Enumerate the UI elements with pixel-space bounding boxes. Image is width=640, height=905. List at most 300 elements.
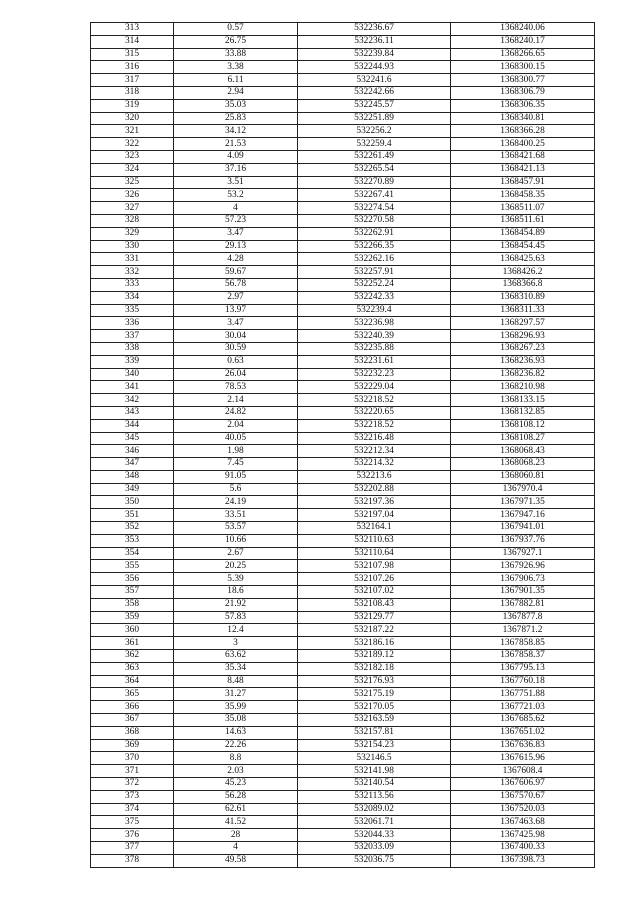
- segment-length-cell: 5.39: [174, 573, 298, 586]
- y-coordinate-cell: 1368266.65: [451, 48, 595, 61]
- y-coordinate-cell: 1367926.96: [451, 560, 595, 573]
- table-row: [91, 624, 595, 637]
- y-coordinate-cell: 1368068.23: [451, 458, 595, 471]
- table-row: [91, 675, 595, 688]
- point-number-cell: 354: [91, 547, 174, 560]
- segment-length-cell: 4.28: [174, 253, 298, 266]
- point-number-cell: 343: [91, 406, 174, 419]
- table-row: [91, 586, 595, 599]
- segment-length-cell: 3.38: [174, 61, 298, 74]
- table-row: [91, 765, 595, 778]
- y-coordinate-cell: 1367608.4: [451, 765, 595, 778]
- x-coordinate-cell: 532197.04: [298, 509, 451, 522]
- segment-length-cell: 24.19: [174, 496, 298, 509]
- y-coordinate-cell: 1367927.1: [451, 547, 595, 560]
- x-coordinate-cell: 532232.23: [298, 368, 451, 381]
- y-coordinate-cell: 1368457.91: [451, 176, 595, 189]
- point-number-cell: 331: [91, 253, 174, 266]
- table-row: [91, 214, 595, 227]
- point-number-cell: 358: [91, 598, 174, 611]
- segment-length-cell: 49.58: [174, 854, 298, 867]
- segment-length-cell: 13.97: [174, 304, 298, 317]
- table-row: [91, 35, 595, 48]
- point-number-cell: 314: [91, 35, 174, 48]
- x-coordinate-cell: 532197.36: [298, 496, 451, 509]
- segment-length-cell: 12.4: [174, 624, 298, 637]
- coordinate-table-body: [91, 23, 595, 868]
- table-row: [91, 752, 595, 765]
- x-coordinate-cell: 532267.41: [298, 189, 451, 202]
- x-coordinate-cell: 532229.04: [298, 381, 451, 394]
- segment-length-cell: 2.14: [174, 394, 298, 407]
- point-number-cell: 340: [91, 368, 174, 381]
- table-row: [91, 509, 595, 522]
- point-number-cell: 337: [91, 330, 174, 343]
- y-coordinate-cell: 1368306.79: [451, 86, 595, 99]
- x-coordinate-cell: 532061.71: [298, 816, 451, 829]
- x-coordinate-cell: 532239.4: [298, 304, 451, 317]
- segment-length-cell: 1.98: [174, 445, 298, 458]
- x-coordinate-cell: 532213.6: [298, 470, 451, 483]
- segment-length-cell: 53.2: [174, 189, 298, 202]
- x-coordinate-cell: 532231.61: [298, 355, 451, 368]
- y-coordinate-cell: 1367970.4: [451, 483, 595, 496]
- y-coordinate-cell: 1368267.23: [451, 342, 595, 355]
- point-number-cell: 368: [91, 726, 174, 739]
- segment-length-cell: 35.99: [174, 701, 298, 714]
- x-coordinate-cell: 532044.33: [298, 829, 451, 842]
- y-coordinate-cell: 1368210.98: [451, 381, 595, 394]
- x-coordinate-cell: 532218.52: [298, 394, 451, 407]
- point-number-cell: 352: [91, 522, 174, 535]
- table-row: [91, 778, 595, 791]
- point-number-cell: 322: [91, 138, 174, 151]
- point-number-cell: 365: [91, 688, 174, 701]
- y-coordinate-cell: 1367871.2: [451, 624, 595, 637]
- segment-length-cell: 30.04: [174, 330, 298, 343]
- y-coordinate-cell: 1367906.73: [451, 573, 595, 586]
- segment-length-cell: 35.34: [174, 662, 298, 675]
- x-coordinate-cell: 532033.09: [298, 842, 451, 855]
- point-number-cell: 324: [91, 163, 174, 176]
- segment-length-cell: 34.12: [174, 125, 298, 138]
- table-row: [91, 573, 595, 586]
- table-row: [91, 496, 595, 509]
- segment-length-cell: 33.88: [174, 48, 298, 61]
- segment-length-cell: 3.47: [174, 317, 298, 330]
- point-number-cell: 323: [91, 150, 174, 163]
- x-coordinate-cell: 532140.54: [298, 778, 451, 791]
- x-coordinate-cell: 532220.65: [298, 406, 451, 419]
- y-coordinate-cell: 1368108.27: [451, 432, 595, 445]
- point-number-cell: 318: [91, 86, 174, 99]
- x-coordinate-cell: 532236.67: [298, 23, 451, 36]
- table-row: [91, 138, 595, 151]
- y-coordinate-cell: 1367751.88: [451, 688, 595, 701]
- segment-length-cell: 18.6: [174, 586, 298, 599]
- segment-length-cell: 4: [174, 202, 298, 215]
- x-coordinate-cell: 532242.66: [298, 86, 451, 99]
- y-coordinate-cell: 1367947.16: [451, 509, 595, 522]
- table-row: [91, 726, 595, 739]
- point-number-cell: 348: [91, 470, 174, 483]
- segment-length-cell: 78.53: [174, 381, 298, 394]
- document-page: [90, 22, 594, 868]
- segment-length-cell: 8.8: [174, 752, 298, 765]
- table-row: [91, 816, 595, 829]
- segment-length-cell: 26.04: [174, 368, 298, 381]
- y-coordinate-cell: 1367425.98: [451, 829, 595, 842]
- table-row: [91, 637, 595, 650]
- segment-length-cell: 4.09: [174, 150, 298, 163]
- point-number-cell: 362: [91, 650, 174, 663]
- table-row: [91, 483, 595, 496]
- segment-length-cell: 3.51: [174, 176, 298, 189]
- y-coordinate-cell: 1367520.03: [451, 803, 595, 816]
- y-coordinate-cell: 1367760.18: [451, 675, 595, 688]
- table-row: [91, 176, 595, 189]
- segment-length-cell: 5.6: [174, 483, 298, 496]
- x-coordinate-cell: 532236.98: [298, 317, 451, 330]
- y-coordinate-cell: 1368300.77: [451, 74, 595, 87]
- y-coordinate-cell: 1368236.93: [451, 355, 595, 368]
- x-coordinate-cell: 532163.59: [298, 714, 451, 727]
- table-row: [91, 368, 595, 381]
- point-number-cell: 334: [91, 291, 174, 304]
- point-number-cell: 361: [91, 637, 174, 650]
- point-number-cell: 355: [91, 560, 174, 573]
- table-row: [91, 381, 595, 394]
- segment-length-cell: 37.16: [174, 163, 298, 176]
- x-coordinate-cell: 532257.91: [298, 266, 451, 279]
- point-number-cell: 370: [91, 752, 174, 765]
- point-number-cell: 332: [91, 266, 174, 279]
- x-coordinate-cell: 532252.24: [298, 278, 451, 291]
- y-coordinate-cell: 1368421.13: [451, 163, 595, 176]
- point-number-cell: 316: [91, 61, 174, 74]
- x-coordinate-cell: 532235.88: [298, 342, 451, 355]
- point-number-cell: 325: [91, 176, 174, 189]
- point-number-cell: 344: [91, 419, 174, 432]
- x-coordinate-cell: 532261.49: [298, 150, 451, 163]
- y-coordinate-cell: 1368340.81: [451, 112, 595, 125]
- segment-length-cell: 62.61: [174, 803, 298, 816]
- x-coordinate-cell: 532270.89: [298, 176, 451, 189]
- segment-length-cell: 31.27: [174, 688, 298, 701]
- y-coordinate-cell: 1367901.35: [451, 586, 595, 599]
- table-row: [91, 23, 595, 36]
- x-coordinate-cell: 532107.02: [298, 586, 451, 599]
- segment-length-cell: 26.75: [174, 35, 298, 48]
- y-coordinate-cell: 1368311.33: [451, 304, 595, 317]
- point-number-cell: 371: [91, 765, 174, 778]
- x-coordinate-cell: 532241.6: [298, 74, 451, 87]
- table-row: [91, 125, 595, 138]
- x-coordinate-cell: 532244.93: [298, 61, 451, 74]
- table-row: [91, 854, 595, 867]
- point-number-cell: 330: [91, 240, 174, 253]
- x-coordinate-cell: 532270.58: [298, 214, 451, 227]
- table-row: [91, 266, 595, 279]
- segment-length-cell: 28: [174, 829, 298, 842]
- point-number-cell: 353: [91, 534, 174, 547]
- table-row: [91, 394, 595, 407]
- x-coordinate-cell: 532251.89: [298, 112, 451, 125]
- y-coordinate-cell: 1368108.12: [451, 419, 595, 432]
- y-coordinate-cell: 1368366.8: [451, 278, 595, 291]
- table-row: [91, 470, 595, 483]
- point-number-cell: 328: [91, 214, 174, 227]
- table-row: [91, 688, 595, 701]
- point-number-cell: 327: [91, 202, 174, 215]
- x-coordinate-cell: 532202.88: [298, 483, 451, 496]
- segment-length-cell: 24.82: [174, 406, 298, 419]
- point-number-cell: 339: [91, 355, 174, 368]
- segment-length-cell: 7.45: [174, 458, 298, 471]
- y-coordinate-cell: 1367400.33: [451, 842, 595, 855]
- table-row: [91, 714, 595, 727]
- table-row: [91, 445, 595, 458]
- point-number-cell: 375: [91, 816, 174, 829]
- x-coordinate-cell: 532036.75: [298, 854, 451, 867]
- segment-length-cell: 33.51: [174, 509, 298, 522]
- y-coordinate-cell: 1368454.89: [451, 227, 595, 240]
- x-coordinate-cell: 532110.64: [298, 547, 451, 560]
- table-row: [91, 829, 595, 842]
- y-coordinate-cell: 1367685.62: [451, 714, 595, 727]
- y-coordinate-cell: 1367570.67: [451, 790, 595, 803]
- x-coordinate-cell: 532186.16: [298, 637, 451, 650]
- y-coordinate-cell: 1367941.01: [451, 522, 595, 535]
- x-coordinate-cell: 532236.11: [298, 35, 451, 48]
- segment-length-cell: 0.57: [174, 23, 298, 36]
- table-row: [91, 790, 595, 803]
- x-coordinate-cell: 532175.19: [298, 688, 451, 701]
- y-coordinate-cell: 1367651.02: [451, 726, 595, 739]
- table-row: [91, 419, 595, 432]
- x-coordinate-cell: 532256.2: [298, 125, 451, 138]
- table-row: [91, 803, 595, 816]
- y-coordinate-cell: 1368458.35: [451, 189, 595, 202]
- y-coordinate-cell: 1367971.35: [451, 496, 595, 509]
- point-number-cell: 317: [91, 74, 174, 87]
- y-coordinate-cell: 1368132.85: [451, 406, 595, 419]
- point-number-cell: 363: [91, 662, 174, 675]
- x-coordinate-cell: 532262.91: [298, 227, 451, 240]
- segment-length-cell: 29.13: [174, 240, 298, 253]
- table-row: [91, 240, 595, 253]
- segment-length-cell: 6.11: [174, 74, 298, 87]
- point-number-cell: 369: [91, 739, 174, 752]
- table-row: [91, 330, 595, 343]
- table-row: [91, 112, 595, 125]
- x-coordinate-cell: 532259.4: [298, 138, 451, 151]
- y-coordinate-cell: 1368133.15: [451, 394, 595, 407]
- table-row: [91, 560, 595, 573]
- y-coordinate-cell: 1367877.8: [451, 611, 595, 624]
- y-coordinate-cell: 1367636.83: [451, 739, 595, 752]
- point-number-cell: 373: [91, 790, 174, 803]
- table-row: [91, 189, 595, 202]
- x-coordinate-cell: 532110.63: [298, 534, 451, 547]
- segment-length-cell: 57.23: [174, 214, 298, 227]
- segment-length-cell: 8.48: [174, 675, 298, 688]
- y-coordinate-cell: 1367615.96: [451, 752, 595, 765]
- table-row: [91, 150, 595, 163]
- segment-length-cell: 53.57: [174, 522, 298, 535]
- point-number-cell: 347: [91, 458, 174, 471]
- table-row: [91, 86, 595, 99]
- segment-length-cell: 40.05: [174, 432, 298, 445]
- coordinate-table: [90, 22, 595, 868]
- x-coordinate-cell: 532265.54: [298, 163, 451, 176]
- table-row: [91, 99, 595, 112]
- y-coordinate-cell: 1367721.03: [451, 701, 595, 714]
- segment-length-cell: 63.62: [174, 650, 298, 663]
- point-number-cell: 315: [91, 48, 174, 61]
- x-coordinate-cell: 532107.26: [298, 573, 451, 586]
- y-coordinate-cell: 1368296.93: [451, 330, 595, 343]
- table-row: [91, 432, 595, 445]
- point-number-cell: 349: [91, 483, 174, 496]
- y-coordinate-cell: 1368240.06: [451, 23, 595, 36]
- point-number-cell: 360: [91, 624, 174, 637]
- table-row: [91, 227, 595, 240]
- point-number-cell: 374: [91, 803, 174, 816]
- table-row: [91, 74, 595, 87]
- table-row: [91, 278, 595, 291]
- table-row: [91, 739, 595, 752]
- table-row: [91, 202, 595, 215]
- point-number-cell: 364: [91, 675, 174, 688]
- segment-length-cell: 3.47: [174, 227, 298, 240]
- segment-length-cell: 2.04: [174, 419, 298, 432]
- y-coordinate-cell: 1368425.63: [451, 253, 595, 266]
- table-row: [91, 650, 595, 663]
- point-number-cell: 366: [91, 701, 174, 714]
- x-coordinate-cell: 532262.16: [298, 253, 451, 266]
- table-row: [91, 534, 595, 547]
- point-number-cell: 357: [91, 586, 174, 599]
- point-number-cell: 351: [91, 509, 174, 522]
- point-number-cell: 376: [91, 829, 174, 842]
- y-coordinate-cell: 1368306.35: [451, 99, 595, 112]
- y-coordinate-cell: 1368511.61: [451, 214, 595, 227]
- x-coordinate-cell: 532108.43: [298, 598, 451, 611]
- y-coordinate-cell: 1368400.25: [451, 138, 595, 151]
- segment-length-cell: 21.53: [174, 138, 298, 151]
- y-coordinate-cell: 1368300.15: [451, 61, 595, 74]
- table-row: [91, 611, 595, 624]
- y-coordinate-cell: 1368060.81: [451, 470, 595, 483]
- segment-length-cell: 57.83: [174, 611, 298, 624]
- y-coordinate-cell: 1367858.85: [451, 637, 595, 650]
- y-coordinate-cell: 1368310.89: [451, 291, 595, 304]
- x-coordinate-cell: 532218.52: [298, 419, 451, 432]
- x-coordinate-cell: 532164.1: [298, 522, 451, 535]
- y-coordinate-cell: 1368426.2: [451, 266, 595, 279]
- y-coordinate-cell: 1367858.37: [451, 650, 595, 663]
- table-row: [91, 547, 595, 560]
- y-coordinate-cell: 1368297.57: [451, 317, 595, 330]
- segment-length-cell: 0.63: [174, 355, 298, 368]
- segment-length-cell: 14.63: [174, 726, 298, 739]
- point-number-cell: 335: [91, 304, 174, 317]
- segment-length-cell: 2.94: [174, 86, 298, 99]
- segment-length-cell: 4: [174, 842, 298, 855]
- point-number-cell: 341: [91, 381, 174, 394]
- x-coordinate-cell: 532107.98: [298, 560, 451, 573]
- x-coordinate-cell: 532187.22: [298, 624, 451, 637]
- segment-length-cell: 35.03: [174, 99, 298, 112]
- y-coordinate-cell: 1367937.76: [451, 534, 595, 547]
- x-coordinate-cell: 532182.18: [298, 662, 451, 675]
- table-row: [91, 48, 595, 61]
- point-number-cell: 345: [91, 432, 174, 445]
- table-row: [91, 342, 595, 355]
- point-number-cell: 346: [91, 445, 174, 458]
- point-number-cell: 372: [91, 778, 174, 791]
- table-row: [91, 701, 595, 714]
- y-coordinate-cell: 1368511.07: [451, 202, 595, 215]
- y-coordinate-cell: 1368366.28: [451, 125, 595, 138]
- segment-length-cell: 25.83: [174, 112, 298, 125]
- segment-length-cell: 2.03: [174, 765, 298, 778]
- table-row: [91, 253, 595, 266]
- x-coordinate-cell: 532170.05: [298, 701, 451, 714]
- point-number-cell: 377: [91, 842, 174, 855]
- table-row: [91, 458, 595, 471]
- x-coordinate-cell: 532214.32: [298, 458, 451, 471]
- segment-length-cell: 59.67: [174, 266, 298, 279]
- x-coordinate-cell: 532274.54: [298, 202, 451, 215]
- segment-length-cell: 56.28: [174, 790, 298, 803]
- table-row: [91, 317, 595, 330]
- table-row: [91, 355, 595, 368]
- x-coordinate-cell: 532242.33: [298, 291, 451, 304]
- x-coordinate-cell: 532146.5: [298, 752, 451, 765]
- table-row: [91, 406, 595, 419]
- x-coordinate-cell: 532239.84: [298, 48, 451, 61]
- y-coordinate-cell: 1368068.43: [451, 445, 595, 458]
- point-number-cell: 350: [91, 496, 174, 509]
- segment-length-cell: 3: [174, 637, 298, 650]
- y-coordinate-cell: 1367882.81: [451, 598, 595, 611]
- x-coordinate-cell: 532240.39: [298, 330, 451, 343]
- segment-length-cell: 91.05: [174, 470, 298, 483]
- x-coordinate-cell: 532216.48: [298, 432, 451, 445]
- x-coordinate-cell: 532129.77: [298, 611, 451, 624]
- y-coordinate-cell: 1367606.97: [451, 778, 595, 791]
- x-coordinate-cell: 532089.02: [298, 803, 451, 816]
- segment-length-cell: 10.66: [174, 534, 298, 547]
- x-coordinate-cell: 532176.93: [298, 675, 451, 688]
- point-number-cell: 356: [91, 573, 174, 586]
- y-coordinate-cell: 1368236.82: [451, 368, 595, 381]
- point-number-cell: 320: [91, 112, 174, 125]
- point-number-cell: 313: [91, 23, 174, 36]
- x-coordinate-cell: 532157.81: [298, 726, 451, 739]
- segment-length-cell: 35.08: [174, 714, 298, 727]
- segment-length-cell: 20.25: [174, 560, 298, 573]
- point-number-cell: 333: [91, 278, 174, 291]
- point-number-cell: 359: [91, 611, 174, 624]
- table-row: [91, 163, 595, 176]
- point-number-cell: 367: [91, 714, 174, 727]
- x-coordinate-cell: 532212.34: [298, 445, 451, 458]
- table-row: [91, 304, 595, 317]
- point-number-cell: 326: [91, 189, 174, 202]
